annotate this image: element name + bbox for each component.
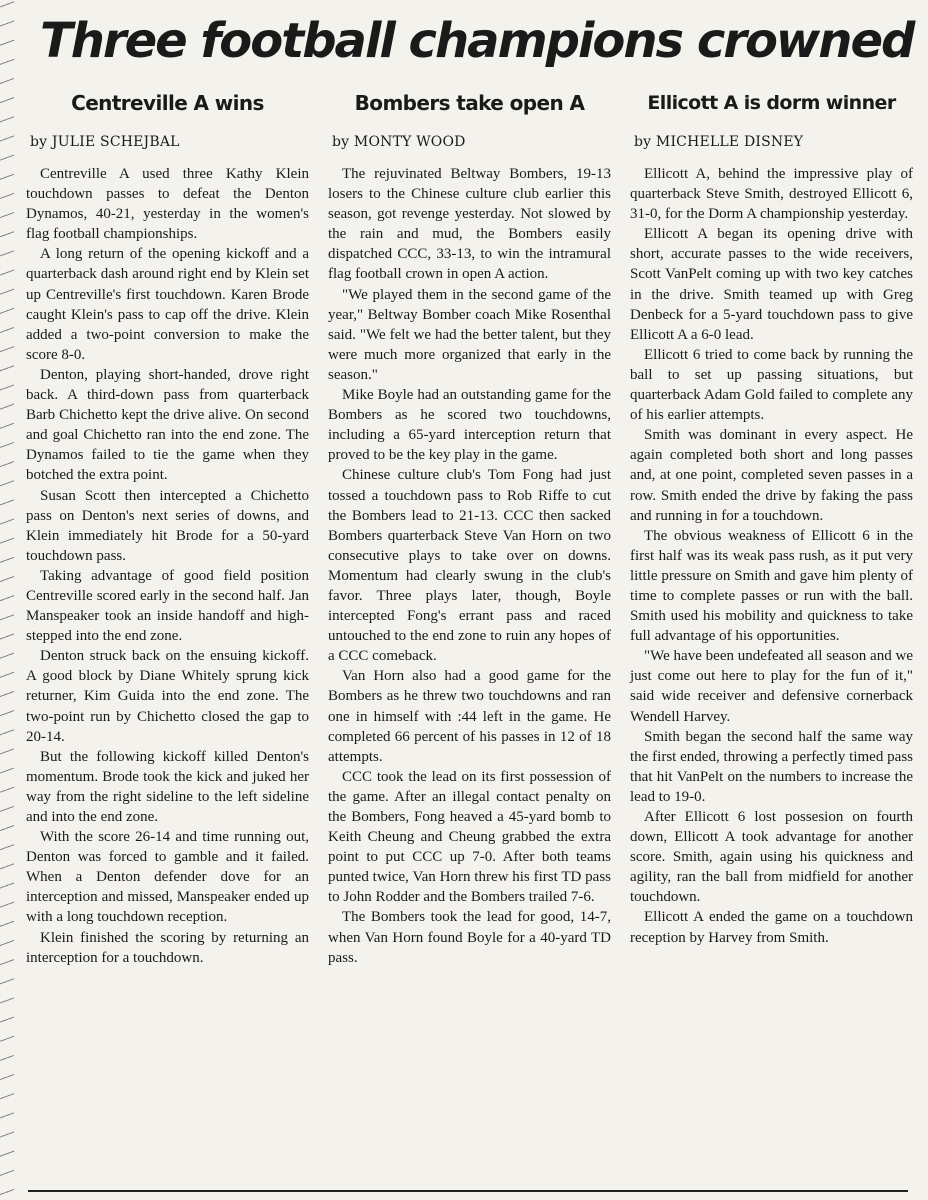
paragraph: Centreville A used three Kathy Klein touchdown passes to defeat the Denton Dynamos, 40-21, yesterday in the women's flag football championships. (26, 166, 309, 243)
article-byline: by JULIE SCHEJBAL (30, 134, 180, 150)
paragraph: Klein finished the scoring by returning an interception for a touchdown. (26, 929, 309, 966)
paragraph: Taking advantage of good field position Centreville scored early in the second half. Jan Manspeaker took an inside handoff and high-stepped into the end zone. (26, 567, 309, 645)
paragraph: Ellicott A began its opening drive with short, accurate passes to the wide receivers, Scott VanPelt coming up with two key catches in the drive. Smith teamed up with Greg Denbeck for a 5-yard touchdown pass to give Ellicott A a 6-0 lead. (630, 226, 913, 343)
article-body (630, 164, 913, 948)
article-subhead: Ellicott A is dorm winner (647, 92, 896, 114)
paragraph: Ellicott A, behind the impressive play of quarterback Steve Smith, destroyed Ellicott 6, 31-0, for the Dorm A championship yesterday. (630, 166, 913, 223)
article-body (328, 164, 611, 968)
page-headline: Three football champions crowned (40, 13, 914, 69)
paragraph: The Bombers took the lead for good, 14-7, when Van Horn found Boyle for a 40-yard TD pass. (328, 909, 611, 966)
article-ellicott (630, 84, 913, 948)
paragraph: Denton struck back on the ensuing kickoff. A good block by Diane Whitely sprung kick returner, Kim Guida into the end zone. The two-point run by Chichetto closed the gap to 20-14. (26, 648, 309, 745)
bottom-rule (28, 1190, 908, 1192)
article-bombers (328, 84, 611, 968)
paragraph: Susan Scott then intercepted a Chichetto pass on Denton's next series of downs, and Klein immediately hit Brode for a 50-yard touchdown pass. (26, 487, 309, 564)
paragraph: "We have been undefeated all season and we just come out here to play for the fun of it," said wide receiver and defensive cornerback Wendell Harvey. (630, 648, 913, 725)
paragraph: Mike Boyle had an outstanding game for the Bombers as he scored two touchdowns, including a 65-yard interception return that proved to be the key play in the game. (328, 387, 611, 464)
article-subhead: Bombers take open A (354, 91, 585, 115)
paragraph: With the score 26-14 and time running out, Denton was forced to gamble and it failed. When a Denton defender dove for an interception and missed, Manspeaker ended up with a long touchdown reception. (26, 829, 309, 926)
article-subhead: Centreville A wins (71, 91, 264, 115)
page-edge-marks (0, 0, 14, 1200)
article-body (26, 164, 309, 968)
paragraph: CCC took the lead on its first possession of the game. After an illegal contact penalty on the Bombers, Fong heaved a 45-yard bomb to Keith Cheung and Cheung grabbed the extra point to put CCC up 7-0. After both teams punted twice, Van Horn threw his first TD pass to John Rodder and the Bombers trailed 7-6. (328, 768, 611, 906)
paragraph: Chinese culture club's Tom Fong had just tossed a touchdown pass to Rob Riffe to cut the Bombers lead to 21-13. CCC then sacked Bombers quarterback Steve Van Horn on two consecutive plays to take over on downs. Momentum had clearly swung in the club's favor. Three plays later, though, Boyle intercepted Fong's errant pass and raced untouched to the end zone to ruin any hopes of a CCC comeback. (328, 467, 611, 665)
article-byline: by MICHELLE DISNEY (634, 134, 804, 150)
paragraph: Smith began the second half the same way the first ended, throwing a perfectly timed pass that hit VanPelt on the numbers to increase the lead to 19-0. (630, 728, 913, 805)
paragraph: Van Horn also had a good game for the Bombers as he threw two touchdowns and ran one in himself with :44 left in the game. He completed 66 percent of his passes in 12 of 18 attempts. (328, 668, 611, 765)
paragraph: A long return of the opening kickoff and a quarterback dash around right end by Klein set up Centreville's first touchdown. Karen Brode caught Klein's pass to cap off the drive. Klein added a two-point conversion to make the score 8-0. (26, 246, 309, 363)
paragraph: Ellicott 6 tried to come back by running the ball to set up passing situations, but quarterback Adam Gold failed to complete any of his earlier attempts. (630, 346, 913, 424)
paragraph: "We played them in the second game of the year," Beltway Bomber coach Mike Rosenthal said. "We felt we had the better talent, but they were much more organized that early in the season." (328, 286, 611, 383)
paragraph: The rejuvinated Beltway Bombers, 19-13 losers to the Chinese culture club earlier this season, got revenge yesterday. Not slowed by the rain and mud, the Bombers easily dispatched CCC, 33-13, to win the intramural flag football crown in open A action. (328, 166, 611, 283)
paragraph: After Ellicott 6 lost possesion on fourth down, Ellicott A took advantage for another score. Smith, again using his quickness and agility, ran the ball from midfield for another touchdown. (630, 809, 913, 906)
paragraph: The obvious weakness of Ellicott 6 in the first half was its weak pass rush, as it put very little pressure on Smith and gave him plenty of time to complete passes or run with the ball. Smith used his mobility and quickness to take full advantage of his opportunities. (630, 527, 913, 645)
paragraph: Smith was dominant in every aspect. He again completed both short and long passes and, at one point, completed seven passes in a row. Smith ended the drive by faking the pass and running in for a touchdown. (630, 427, 913, 524)
paragraph: Denton, playing short-handed, drove right back. A third-down pass from quarterback Barb Chichetto kept the drive alive. On second and goal Chichetto ran into the end zone. The Dynamos failed to tie the game when they botched the extra point. (26, 366, 309, 484)
paragraph: But the following kickoff killed Denton's momentum. Brode took the kick and juked her way from the right sideline to the left sideline and into the end zone. (26, 748, 309, 825)
paragraph: Ellicott A ended the game on a touchdown reception by Harvey from Smith. (630, 909, 913, 946)
article-centreville (26, 84, 309, 968)
article-byline: by MONTY WOOD (332, 134, 466, 150)
